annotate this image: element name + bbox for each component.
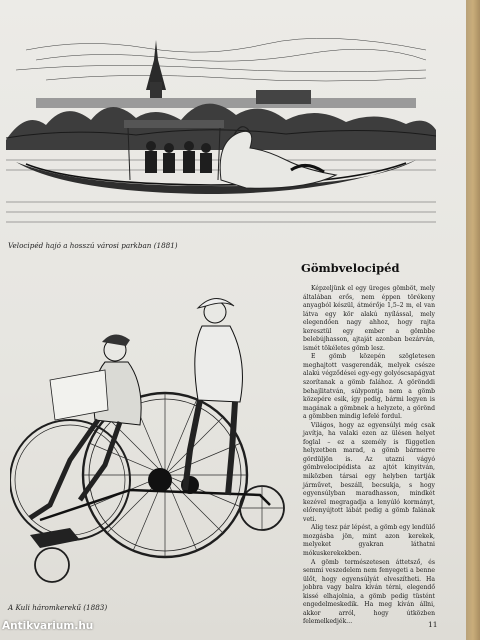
tricycle-caption: A Kuli háromkerekű (1883) [8,603,108,612]
article-paragraph: A gömb természetesen áttetsző, és semmi veszedelem nem fenyegeti a benne ülőt, hogy egyensúlyát elveszítheti. Ha jobbra vagy balra kíván térni, elegendő kissé elhajolnia, a gömb pedig tüstént engedelmeskedik. Ha meg kíván állni, akkor arról, hogy útközben felemelkedjék… [303,558,435,626]
article-title: Gömbvelocipéd [301,261,400,275]
article-paragraph: Képzeljünk el egy üreges gömböt, mely általában erős, nem éppen törékeny anyagból készül, átmérője 1,5–2 m, el van látva egy kör alakú nyílással, mely elegendően nagy ahhoz, hogy rajta keresztül egy ember a gömbbe belebújhasson, ajtaját azonban bezárván, ismét tökéletes gömb lesz. [303,285,435,352]
article-paragraph: Világos, hogy az egyensúlyi még csak javítja, ha valaki ezen az ülésen helyet foglal – ez a személy is független helyzetben marad, a gömb bármerre gördüljön is. Az utazni vágyó gömbvelocipédista az ajtót kinyitván, miközben társai egy helyben tartják járművet, beszáll, becsukja, s hogy egyensúlyban maradhasson, mindkét kezével megragadja a lenyúló kormányt, előrenyújtott lábát pedig a gömb falának veti. [303,421,435,523]
boat-caption: Velocipéd hajó a hosszú városi parkban (1881) [8,241,178,250]
swan-boat-engraving [6,20,436,230]
article-paragraph: Alig tesz pár lépést, a gömb egy lendülő mozgásba jön, mint azon kerekek, melyeket gyakran láthatni mókuskerekekben. [303,524,435,557]
page-number: 11 [428,620,438,629]
tricycle-engraving [10,290,295,595]
page-edge [466,0,480,640]
article-paragraph: E gömb közepén szögletesen meghajtott vasgerendák, melyek csésze alakú végződései egy-egy golyóscsapágyat szorítanak a gömb falához. A görönddi behajlitatván, súlypontja nem a gömb közepére esik, így pedig, bármi legyen is magának a gömbnek a helyzete, a görönd a gömbben mindig lefelé fordul. [303,353,435,421]
watermark: Antikvarium.hu [2,620,94,632]
article-body [303,285,435,627]
